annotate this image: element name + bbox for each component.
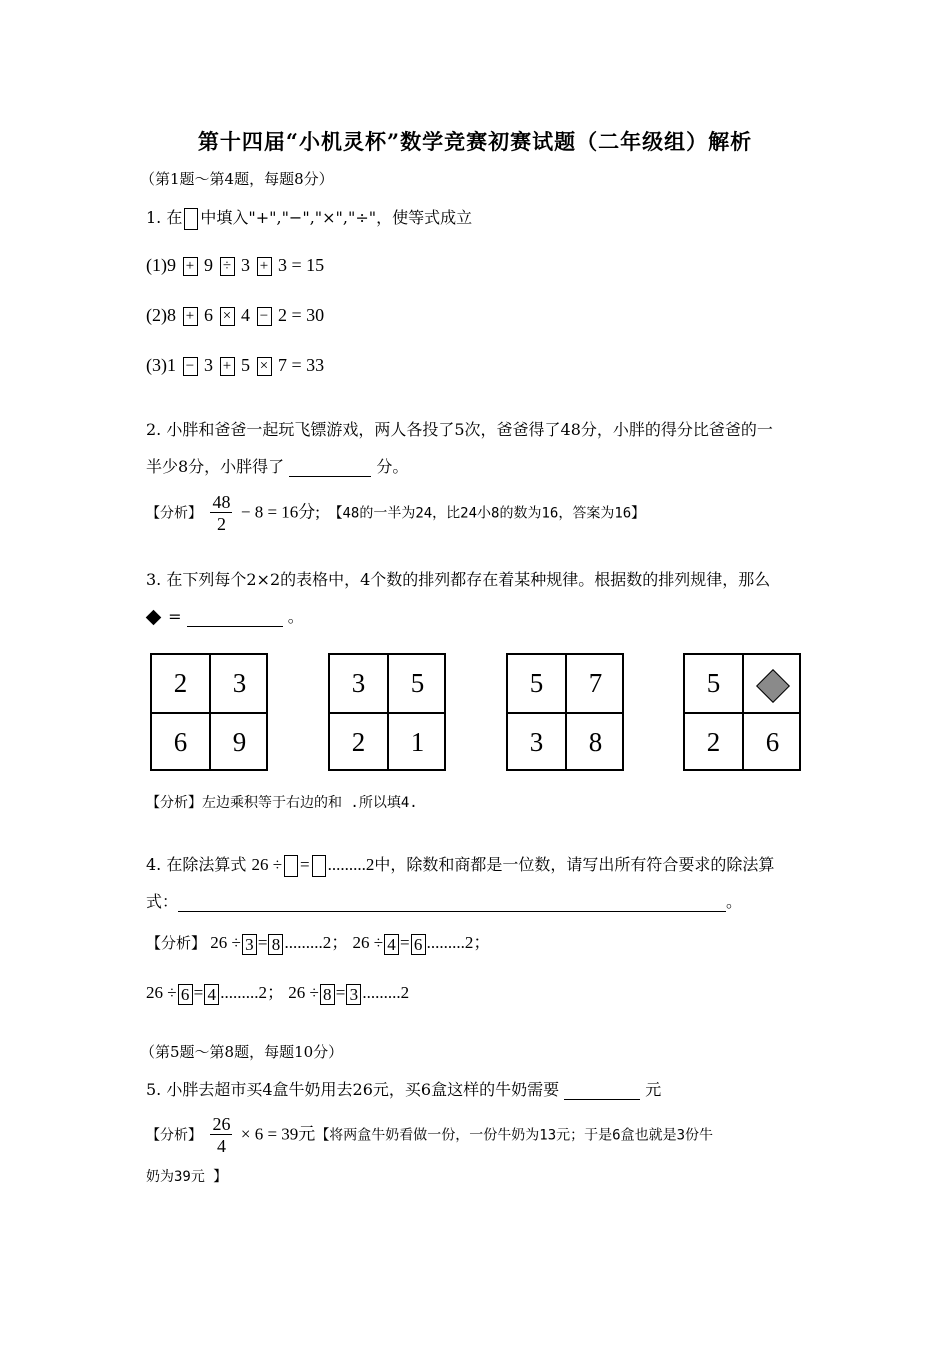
grid-cell: 2 <box>173 668 188 698</box>
q3-equals: = <box>168 607 182 626</box>
q1-equation-1 <box>146 255 324 276</box>
answer-expr: = <box>257 933 268 952</box>
q4-expr: .........2 <box>327 855 375 874</box>
eq-label: (3)1 <box>146 355 176 375</box>
q4-expr: 26 ÷ <box>251 855 283 874</box>
q2-text: 半少8分，小胖得了 <box>146 457 285 476</box>
operator-box: − <box>257 307 272 326</box>
diamond-icon <box>756 669 790 703</box>
answer-expr: 26 ÷ <box>288 983 319 1002</box>
q4-expr: = <box>300 855 310 874</box>
analysis-text: 左边乘积等于右边的和 .所以填4. <box>202 795 418 811</box>
q3-end: 。 <box>287 607 304 626</box>
fraction-numerator: 48 <box>212 492 231 512</box>
answer-sep: ； <box>266 983 284 1002</box>
answer-expr: 26 ÷ <box>352 933 384 952</box>
operator-box: + <box>183 257 198 276</box>
section-2-note: （第5题～第8题，每题10分） <box>140 1043 344 1061</box>
grid-cell: 5 <box>410 668 425 698</box>
analysis-text: 【将两盒牛奶看做一份，一份牛奶为13元；于是6盒也就是3份牛 <box>315 1127 714 1144</box>
eq-number: 7 <box>278 355 287 375</box>
answer-expr: = <box>400 933 410 952</box>
answer-blank <box>178 892 726 912</box>
question-4-line-1 <box>146 852 774 877</box>
eq-result: = 15 <box>291 255 325 275</box>
eq-number: 3 <box>278 255 287 275</box>
answer-remainder: .........2 <box>362 983 410 1002</box>
grid-cell: 3 <box>232 668 247 698</box>
analysis-label: 【分析】 <box>146 505 202 522</box>
fraction-numerator: 26 <box>212 1114 231 1134</box>
eq-result: = 33 <box>291 355 325 375</box>
q4-text: 4. 在除法算式 <box>146 855 247 874</box>
page-title: 第十四届“小机灵杯”数学竞赛初赛试题（二年级组）解析 <box>197 129 753 154</box>
eq-number: 9 <box>204 255 213 275</box>
q4-end: 。 <box>726 892 743 911</box>
question-4-line-2 <box>146 889 742 912</box>
question-5-analysis <box>146 1114 713 1157</box>
answer-divisor: 8 <box>320 984 335 1005</box>
answer-remainder: .........2 <box>284 933 332 952</box>
question-3-analysis <box>146 792 418 812</box>
diamond-icon <box>146 610 162 626</box>
operator-box: + <box>183 307 198 326</box>
grid-cell: 6 <box>765 727 780 757</box>
q1-equation-2 <box>146 305 324 326</box>
question-4-analysis-line-2 <box>146 978 409 1005</box>
q1-prefix: 1. 在 <box>146 208 183 227</box>
empty-box-icon <box>184 208 198 230</box>
number-grid-1 <box>150 653 268 771</box>
answer-divisor: 4 <box>384 934 399 955</box>
q5-unit: 元 <box>645 1080 662 1099</box>
question-3-line-2 <box>146 604 304 627</box>
empty-box-icon <box>284 855 298 877</box>
operator-box: ÷ <box>220 257 235 276</box>
q4-text: 式： <box>146 892 179 911</box>
grid-cell: 5 <box>706 668 721 698</box>
answer-divisor: 3 <box>242 934 257 955</box>
q4-text: 中，除数和商都是一位数，请写出所有符合要求的除法算 <box>374 855 775 874</box>
answer-blank <box>564 1080 640 1100</box>
grid-cell: 3 <box>529 727 544 757</box>
eq-number: 3 <box>204 355 213 375</box>
number-grid-4 <box>683 653 801 771</box>
analysis-label: 【分析】 <box>146 1127 202 1144</box>
grid-cell: 7 <box>588 668 603 698</box>
operator-box: + <box>257 257 272 276</box>
analysis-text: 【48的一半为24，比24小8的数为16，答案为16】 <box>328 505 646 522</box>
answer-remainder: .........2 <box>426 933 474 952</box>
question-1-prompt <box>146 205 472 230</box>
eq-label: (1)9 <box>146 255 176 275</box>
answer-expr: = <box>335 983 346 1002</box>
answer-blank <box>289 457 371 477</box>
answer-divisor: 6 <box>178 984 193 1005</box>
answer-blank <box>187 607 283 627</box>
grid-cell: 3 <box>351 668 366 698</box>
number-grid-2 <box>328 653 446 771</box>
eq-number: 4 <box>241 305 250 325</box>
grid-cell: 6 <box>173 727 188 757</box>
section-1-note: （第1题～第4题，每题8分） <box>140 170 334 188</box>
eq-number: 5 <box>241 355 250 375</box>
question-2-line-2 <box>146 454 408 477</box>
fraction-denominator: 2 <box>216 514 226 534</box>
answer-remainder: .........2 <box>220 983 267 1002</box>
operator-box: + <box>220 357 235 376</box>
analysis-label: 【分析】 <box>146 795 202 811</box>
grid-cell: 8 <box>588 727 603 757</box>
answer-sep: ； <box>331 933 349 952</box>
eq-number: 3 <box>241 255 250 275</box>
answer-quotient: 4 <box>204 984 219 1005</box>
q1-equation-3 <box>146 355 324 376</box>
analysis-label: 【分析】 <box>146 934 207 952</box>
eq-number: 2 <box>278 305 287 325</box>
question-2-analysis <box>146 492 645 535</box>
question-2-line-1: 2. 小胖和爸爸一起玩飞镖游戏，两人各投了5次，爸爸得了48分，小胖的得分比爸爸的一 <box>146 420 773 439</box>
question-4-analysis-line-1 <box>146 928 490 955</box>
empty-box-icon <box>312 855 326 877</box>
q5-text: 5. 小胖去超市买4盒牛奶用去26元，买6盒这样的牛奶需要 <box>146 1080 560 1099</box>
grid-cell: 1 <box>410 727 425 757</box>
operator-box: × <box>257 357 272 376</box>
question-5-line-1 <box>146 1077 661 1100</box>
answer-expr: 26 ÷ <box>146 983 177 1002</box>
operator-box: − <box>183 357 198 376</box>
answer-expr: 26 ÷ <box>210 933 241 952</box>
q2-unit: 分。 <box>376 457 409 476</box>
answer-quotient: 6 <box>411 934 426 955</box>
answer-expr: = <box>193 983 204 1002</box>
question-3-line-1: 3. 在下列每个2×2的表格中，4个数的排列都存在着某种规律。根据数的排列规律，那么 <box>146 570 771 589</box>
grid-cell: 2 <box>706 727 721 757</box>
grid-cell: 5 <box>529 668 544 698</box>
answer-quotient: 3 <box>346 984 361 1005</box>
fraction-denominator: 4 <box>216 1136 226 1156</box>
fraction <box>210 492 232 535</box>
operator-box: × <box>220 307 235 326</box>
eq-label: (2)8 <box>146 305 176 325</box>
answer-sep: ； <box>473 933 491 952</box>
answer-quotient: 8 <box>268 934 283 955</box>
grid-cell: 2 <box>351 727 366 757</box>
fraction <box>210 1114 232 1157</box>
grid-cell: 9 <box>232 727 247 757</box>
q1-suffix: 中填入"+","−","×","÷"，使等式成立 <box>200 208 473 227</box>
formula: − 8 = 16分; <box>240 502 321 522</box>
formula: × 6 = 39元 <box>240 1124 316 1144</box>
eq-result: = 30 <box>291 305 325 325</box>
grid-cell-diamond <box>744 655 801 712</box>
number-grid-3 <box>506 653 624 771</box>
question-5-analysis-line-2: 奶为39元 】 <box>146 1169 228 1185</box>
eq-number: 6 <box>204 305 213 325</box>
